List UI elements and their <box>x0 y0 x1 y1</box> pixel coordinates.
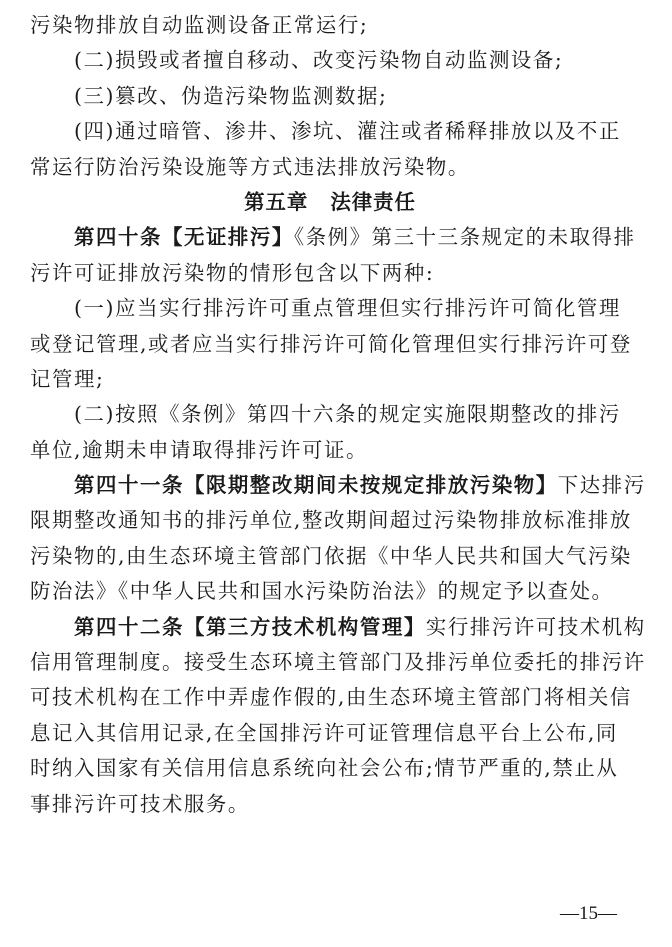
article-title: 第四十一条【限期整改期间未按规定排放污染物】 <box>74 473 558 498</box>
article-40 <box>30 220 636 255</box>
article-41 <box>30 468 646 503</box>
chapter-heading: 第五章 法律责任 <box>244 189 416 214</box>
article-text: 《条例》第三十三条规定的未取得排 <box>293 225 636 250</box>
text-line: 防治法》《中华人民共和国水污染防治法》的规定予以查处。 <box>30 579 614 604</box>
text-line: 时纳入国家有关信用信息系统向社会公布;情节严重的,禁止从 <box>30 756 619 781</box>
page-number: —15— <box>560 903 617 924</box>
article-title: 第四十条【无证排污】 <box>74 225 294 250</box>
text-line: 污许可证排放污染物的情形包含以下两种: <box>30 260 435 285</box>
text-line: 常运行防治污染设施等方式违法排放污染物。 <box>30 154 470 179</box>
text-line: (三)篡改、伪造污染物监测数据; <box>74 83 388 108</box>
text-line: (四)通过暗管、渗井、渗坑、灌注或者稀释排放以及不正 <box>74 119 621 144</box>
text-line: 息记入其信用记录,在全国排污许可证管理信息平台上公布,同 <box>30 720 618 745</box>
document-page <box>30 8 646 822</box>
text-line: 污染物排放自动监测设备正常运行; <box>30 13 369 37</box>
text-line: 可技术机构在工作中弄虚作假的,由生态环境主管部门将相关信 <box>30 685 632 710</box>
text-line: 或登记管理,或者应当实行排污许可简化管理但实行排污许可登 <box>30 331 632 356</box>
text-line: (一)应当实行排污许可重点管理但实行排污许可简化管理 <box>74 296 621 321</box>
text-line: 单位,逾期未申请取得排污许可证。 <box>30 437 368 462</box>
text-line: (二)损毁或者擅自移动、改变污染物自动监测设备; <box>74 48 564 73</box>
text-line: 污染物的,由生态环境主管部门依据《中华人民共和国大气污染 <box>30 543 632 568</box>
text-line: 事排污许可技术服务。 <box>30 791 250 816</box>
text-line: 记管理; <box>30 366 105 391</box>
text-line: 限期整改通知书的排污单位,整改期间超过污染物排放标准排放 <box>30 508 632 533</box>
article-text: 实行排污许可技术机构 <box>425 614 646 639</box>
text-line: 信用管理制度。接受生态环境主管部门及排污单位委托的排污许 <box>30 650 646 675</box>
article-42 <box>30 610 646 645</box>
article-text: 下达排污 <box>557 473 646 498</box>
article-title: 第四十二条【第三方技术机构管理】 <box>74 614 426 639</box>
text-line: (二)按照《条例》第四十六条的规定实施限期整改的排污 <box>74 402 621 427</box>
